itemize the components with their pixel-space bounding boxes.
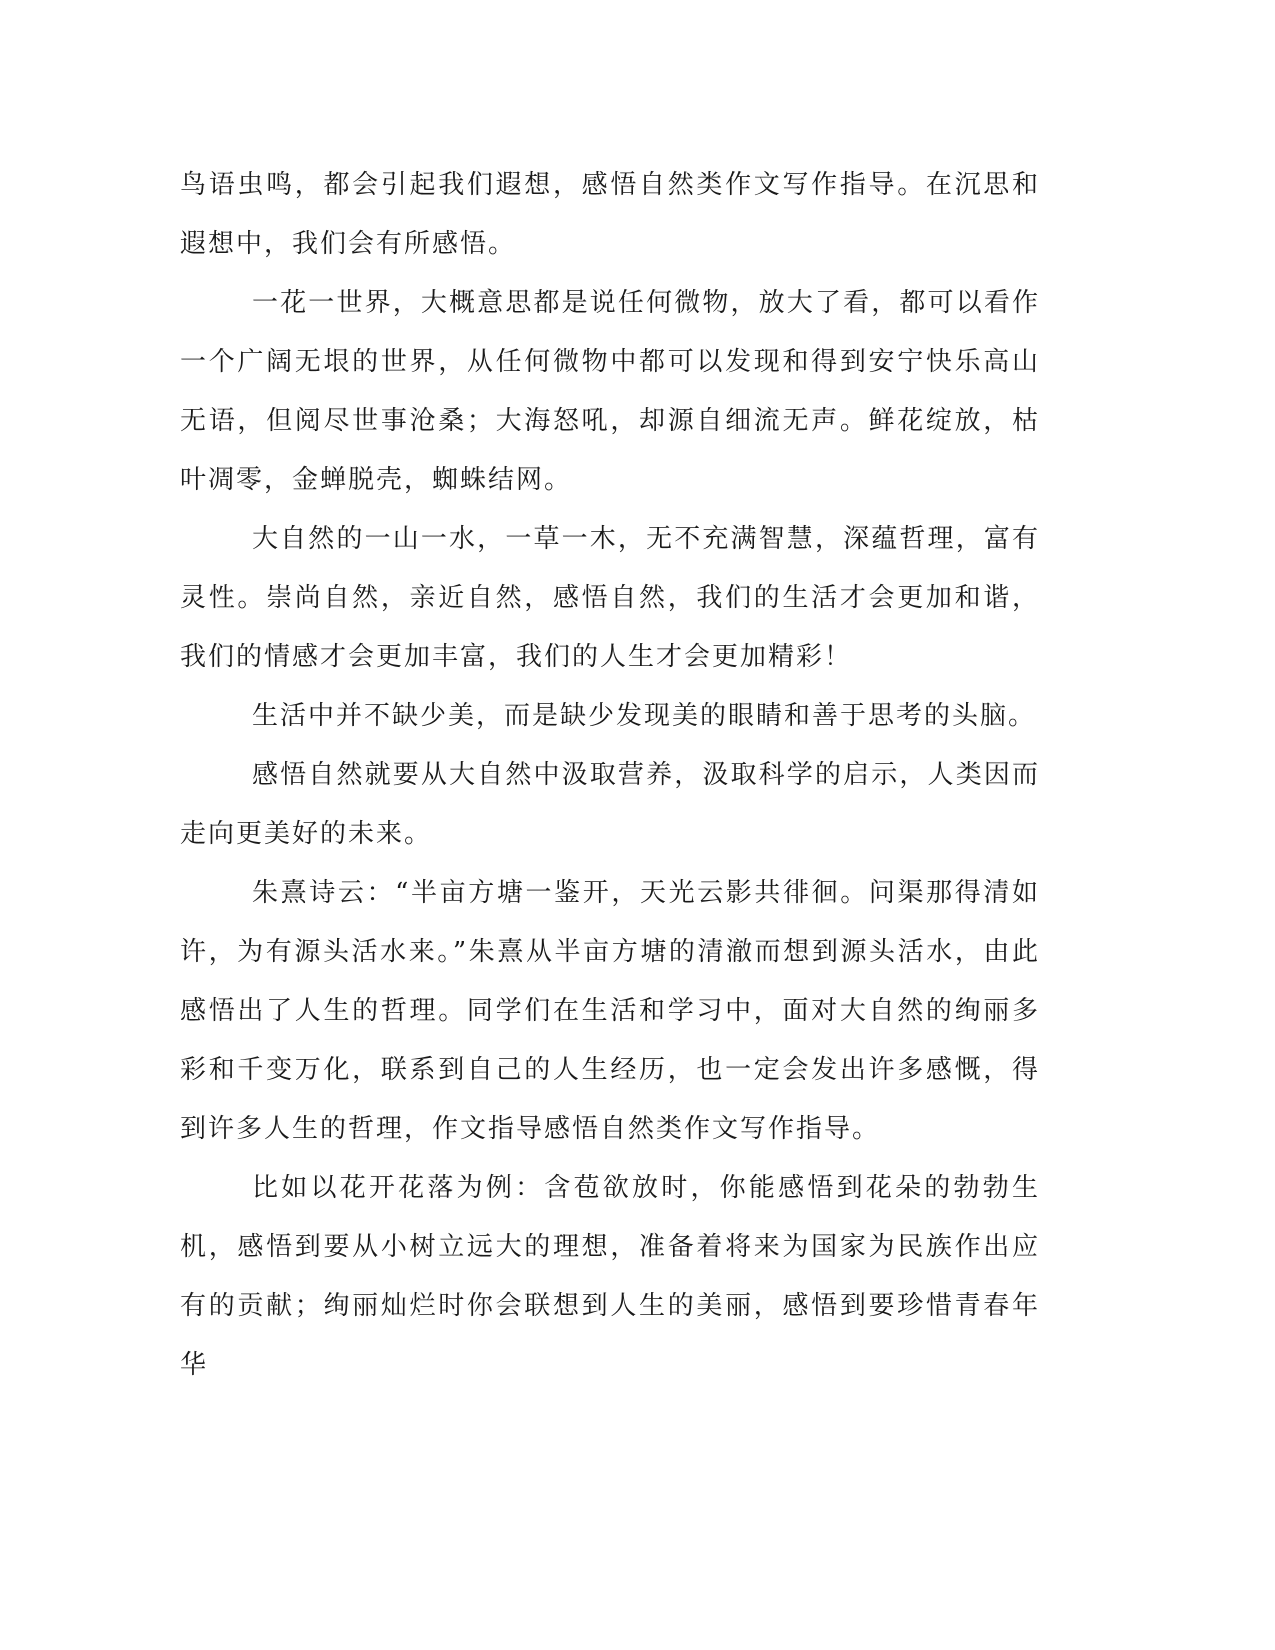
paragraph-5: 感悟自然就要从大自然中汲取营养，汲取科学的启示，人类因而走向更美好的未来。 [180,760,1040,849]
paragraph-3: 大自然的一山一水，一草一木，无不充满智慧，深蕴哲理，富有灵性。崇尚自然，亲近自然，感悟自然，我们的生活才会更加和谐，我们的情感才会更加丰富，我们的人生才会更加精彩！ [180,524,1040,672]
document-body [180,156,1040,1395]
paragraph-6: 朱熹诗云：“半亩方塘一鉴开，天光云影共徘徊。问渠那得清如许，为有源头活水来。”朱熹从半亩方塘的清澈而想到源头活水，由此感悟出了人生的哲理。同学们在生活和学习中，面对大自然的绚丽多彩和千变万化，联系到自己的人生经历，也一定会发出许多感慨，得到许多人生的哲理，作文指导感悟自然类作文写作指导。 [180,878,1040,1144]
paragraph-7: 比如以花开花落为例：含苞欲放时，你能感悟到花朵的勃勃生机，感悟到要从小树立远大的理想，准备着将来为国家为民族作出应有的贡献；绚丽灿烂时你会联想到人生的美丽，感悟到要珍惜青春年华 [180,1173,1040,1380]
paragraph-4: 生活中并不缺少美，而是缺少发现美的眼睛和善于思考的头脑。 [252,701,1037,731]
paragraph-1: 鸟语虫鸣，都会引起我们遐想，感悟自然类作文写作指导。在沉思和遐想中，我们会有所感悟。 [180,170,1040,259]
paragraph-2: 一花一世界，大概意思都是说任何微物，放大了看，都可以看作一个广阔无垠的世界，从任何微物中都可以发现和得到安宁快乐高山无语，但阅尽世事沧桑；大海怒吼，却源自细流无声。鲜花绽放，枯叶凋零，金蝉脱壳，蜘蛛结网。 [180,288,1040,495]
